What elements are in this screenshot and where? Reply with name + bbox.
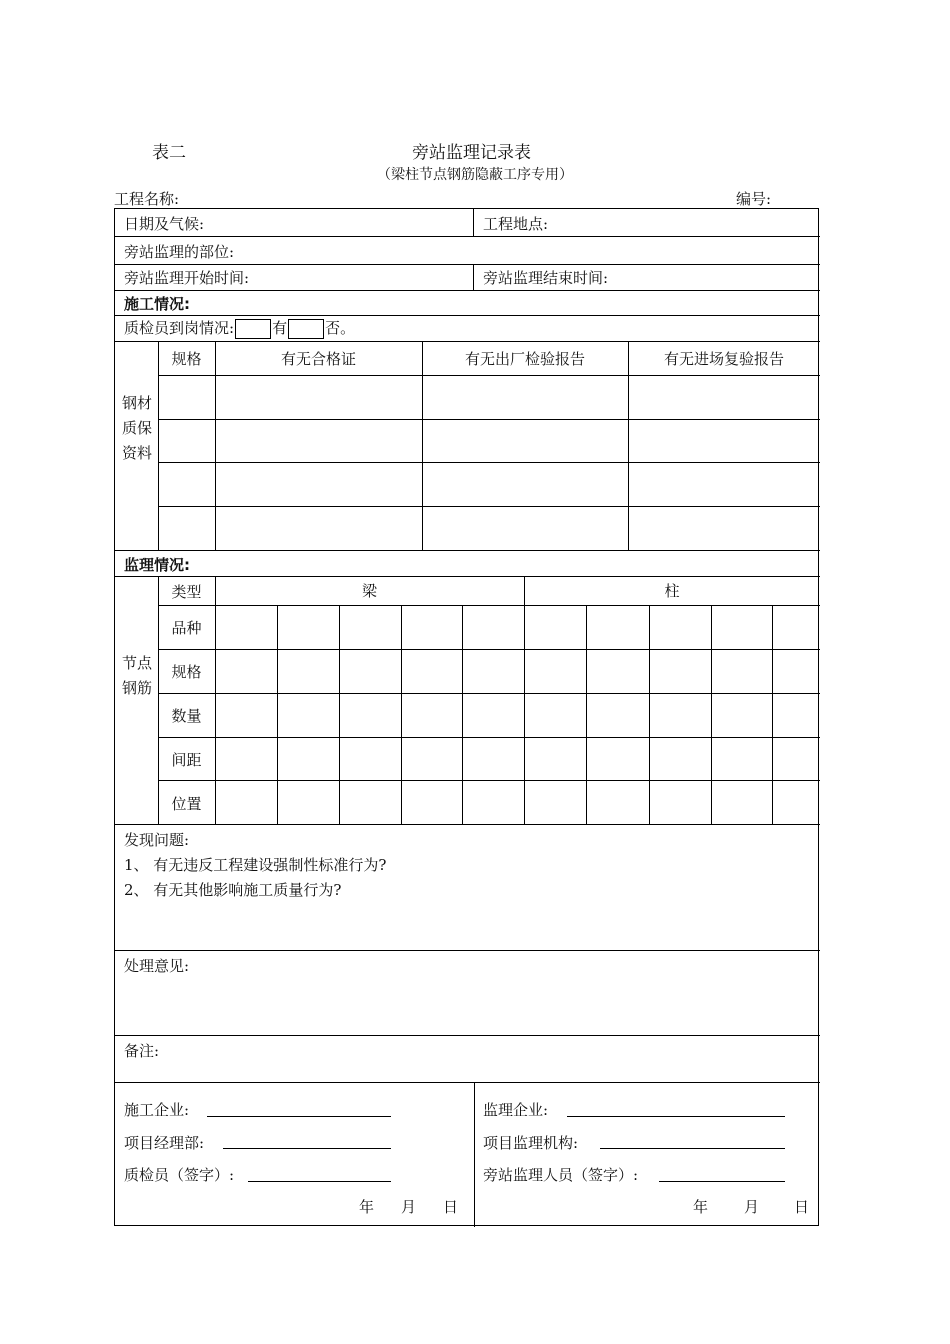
pm-dept-line[interactable] xyxy=(223,1148,391,1149)
supervision-label: 监理情况: xyxy=(124,556,190,574)
inspector-row xyxy=(124,317,355,339)
construction-company-line[interactable] xyxy=(207,1116,391,1117)
col-divider xyxy=(474,1082,475,1227)
col-divider xyxy=(462,605,463,824)
left-month: 月 xyxy=(401,1198,417,1216)
row-divider xyxy=(158,462,820,463)
inspector-sign-line[interactable] xyxy=(248,1181,391,1182)
col-divider xyxy=(649,605,650,824)
no-checkbox[interactable] xyxy=(288,319,324,339)
issue-item-1: 1、 有无违反工程建设强制性标准行为? xyxy=(124,856,387,874)
spec-header: 规格 xyxy=(171,350,202,368)
form-title: 旁站监理记录表 xyxy=(412,143,531,163)
factory-report-header: 有无出厂检验报告 xyxy=(464,350,585,368)
supervision-agency-label: 项目监理机构: xyxy=(483,1134,579,1152)
row-divider xyxy=(115,264,820,265)
opinion-label: 处理意见: xyxy=(124,957,190,975)
number-label: 编号: xyxy=(736,190,772,208)
row-divider xyxy=(115,236,820,237)
row-divider xyxy=(158,375,820,376)
row-label-quantity: 数量 xyxy=(171,707,202,725)
col-divider xyxy=(401,605,402,824)
end-time-label: 旁站监理结束时间: xyxy=(483,269,609,287)
col-divider xyxy=(422,341,423,550)
row-divider xyxy=(115,341,820,342)
issue-item-2: 2、 有无其他影响施工质量行为? xyxy=(124,881,342,899)
yes-label: 有 xyxy=(272,319,288,337)
row-divider xyxy=(115,1035,820,1036)
date-weather-label: 日期及气候: xyxy=(124,215,205,233)
right-month: 月 xyxy=(744,1198,760,1216)
inspector-sign-label: 质检员（签字）: xyxy=(124,1166,235,1184)
construction-label: 施工情况: xyxy=(124,295,190,313)
part-label: 旁站监理的部位: xyxy=(124,243,235,261)
col-divider xyxy=(711,605,712,824)
node-rebar-side-label: 节点钢筋 xyxy=(121,654,152,697)
row-label-position: 位置 xyxy=(171,795,202,813)
row-divider xyxy=(115,1082,820,1083)
beam-header: 梁 xyxy=(361,582,377,600)
column-header: 柱 xyxy=(664,582,680,600)
row-divider xyxy=(158,605,820,606)
col-divider xyxy=(339,605,340,824)
start-time-label: 旁站监理开始时间: xyxy=(124,269,250,287)
retest-report-header: 有无进场复验报告 xyxy=(663,350,784,368)
issues-label: 发现问题: xyxy=(124,831,190,849)
row-divider xyxy=(158,780,820,781)
construction-company-label: 施工企业: xyxy=(124,1101,190,1119)
supervision-company-line[interactable] xyxy=(567,1116,785,1117)
left-day: 日 xyxy=(443,1198,459,1216)
table-number: 表二 xyxy=(152,143,186,163)
supervision-company-label: 监理企业: xyxy=(483,1101,549,1119)
row-divider xyxy=(115,290,820,291)
supervision-agency-line[interactable] xyxy=(600,1148,785,1149)
row-label-spacing: 间距 xyxy=(171,751,202,769)
row-divider xyxy=(115,950,820,951)
row-label-variety: 品种 xyxy=(171,619,202,637)
row-divider xyxy=(158,419,820,420)
supervisor-sign-label: 旁站监理人员（签字）: xyxy=(483,1166,639,1184)
row-divider xyxy=(115,315,820,316)
supervisor-sign-line[interactable] xyxy=(659,1181,785,1182)
row-divider xyxy=(115,576,820,577)
right-day: 日 xyxy=(794,1198,810,1216)
project-name-label: 工程名称: xyxy=(114,190,180,208)
row-divider xyxy=(158,693,820,694)
col-divider xyxy=(772,605,773,824)
row-divider xyxy=(158,649,820,650)
col-divider xyxy=(215,576,216,824)
yes-checkbox[interactable] xyxy=(235,319,271,339)
form-subtitle: （梁柱节点钢筋隐蔽工序专用） xyxy=(377,167,573,183)
pm-dept-label: 项目经理部: xyxy=(124,1134,205,1152)
col-divider xyxy=(628,341,629,550)
row-divider xyxy=(115,824,820,825)
row-label-spec: 规格 xyxy=(171,663,202,681)
cert-header: 有无合格证 xyxy=(280,350,356,368)
type-header: 类型 xyxy=(171,583,202,601)
no-label: 否。 xyxy=(325,319,356,337)
col-divider xyxy=(215,341,216,550)
inspector-label: 质检员到岗情况: xyxy=(124,319,235,337)
record-table xyxy=(114,208,819,1226)
location-label: 工程地点: xyxy=(483,215,549,233)
row-divider xyxy=(158,506,820,507)
row-divider xyxy=(115,550,820,551)
row-divider xyxy=(158,737,820,738)
col-divider xyxy=(277,605,278,824)
col-divider xyxy=(473,264,474,290)
remarks-label: 备注: xyxy=(124,1042,160,1060)
col-divider xyxy=(524,576,525,824)
steel-side-label: 钢材质保资料 xyxy=(121,394,152,462)
col-divider xyxy=(586,605,587,824)
left-year: 年 xyxy=(359,1198,375,1216)
col-divider xyxy=(473,209,474,236)
right-year: 年 xyxy=(693,1198,709,1216)
